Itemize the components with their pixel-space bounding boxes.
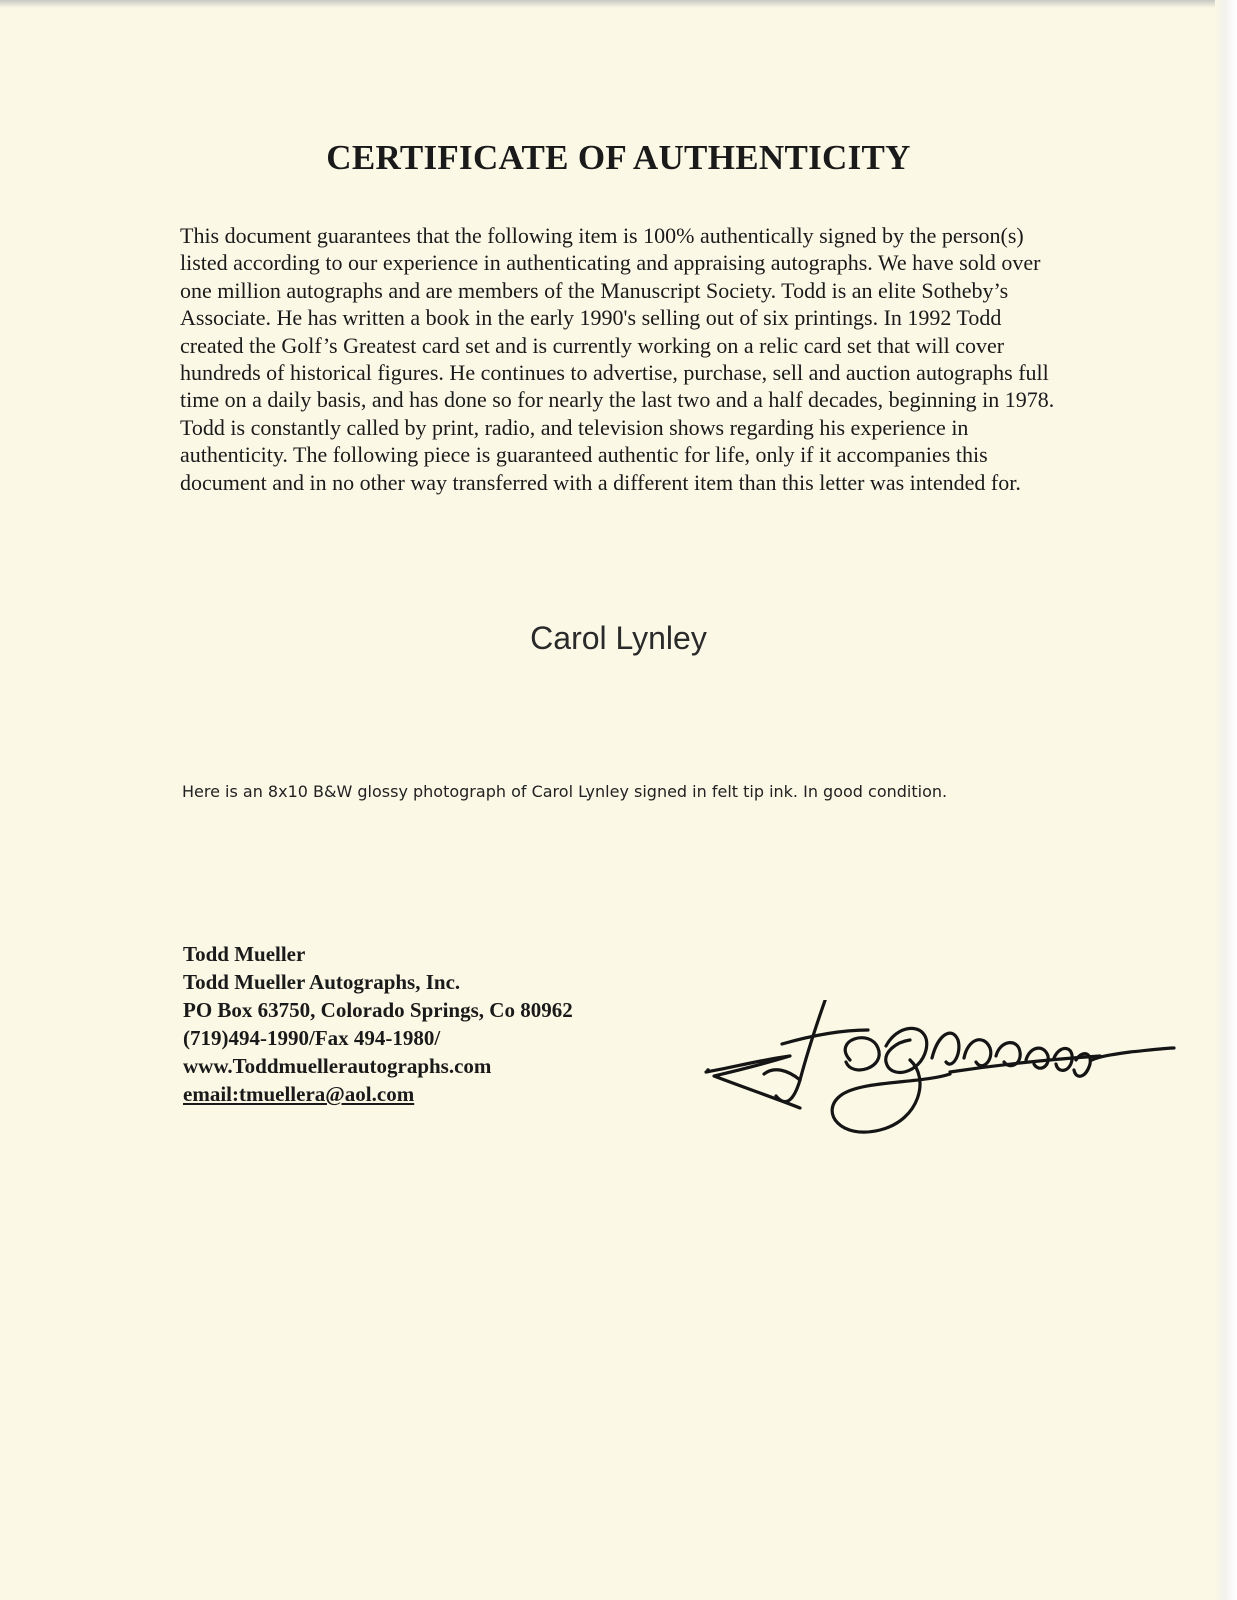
- signed-item-name: Carol Lynley: [530, 620, 707, 656]
- contact-block: [183, 940, 573, 1108]
- contact-name: Todd Mueller: [183, 942, 306, 966]
- contact-company: Todd Mueller Autographs, Inc.: [183, 970, 461, 994]
- contact-website[interactable]: www.Toddmuellerautographs.com: [183, 1054, 492, 1078]
- item-description: Here is an 8x10 B&W glossy photograph of Carol Lynley signed in felt tip ink. In good condition.: [182, 782, 948, 801]
- contact-email[interactable]: email:tmuellera@aol.com: [183, 1082, 415, 1106]
- scan-top-shadow: [0, 0, 1237, 8]
- signature-icon: [700, 1000, 1180, 1170]
- contact-address: PO Box 63750, Colorado Springs, Co 80962: [183, 998, 573, 1022]
- paper-right-edge: [1215, 0, 1237, 1600]
- certificate-title: CERTIFICATE OF AUTHENTICITY: [326, 138, 911, 177]
- certificate-body: This document guarantees that the following item is 100% authentically signed by the person(s) listed according to our experience in authenticating and appraising autographs. We have sold over one million autographs and are members of the Manuscript Society. Todd is an elite Sotheby’s Associate. He has written a book in the early 1990's selling out of six printings. In 1992 Todd created the Golf’s Greatest card set and is currently working on a relic card set that will cover hundreds of historical figures. He continues to advertise, purchase, sell and auction autographs full time on a daily basis, and has done so for nearly the last two and a half decades, beginning in 1978. Todd is constantly called by print, radio, and television shows regarding his experience in authenticity. The following piece is guaranteed authentic for life, only if it accompanies this document and in no other way transferred with a different item than this letter was intended for.: [180, 223, 1055, 495]
- contact-phone: (719)494-1990/Fax 494-1980/: [183, 1026, 441, 1050]
